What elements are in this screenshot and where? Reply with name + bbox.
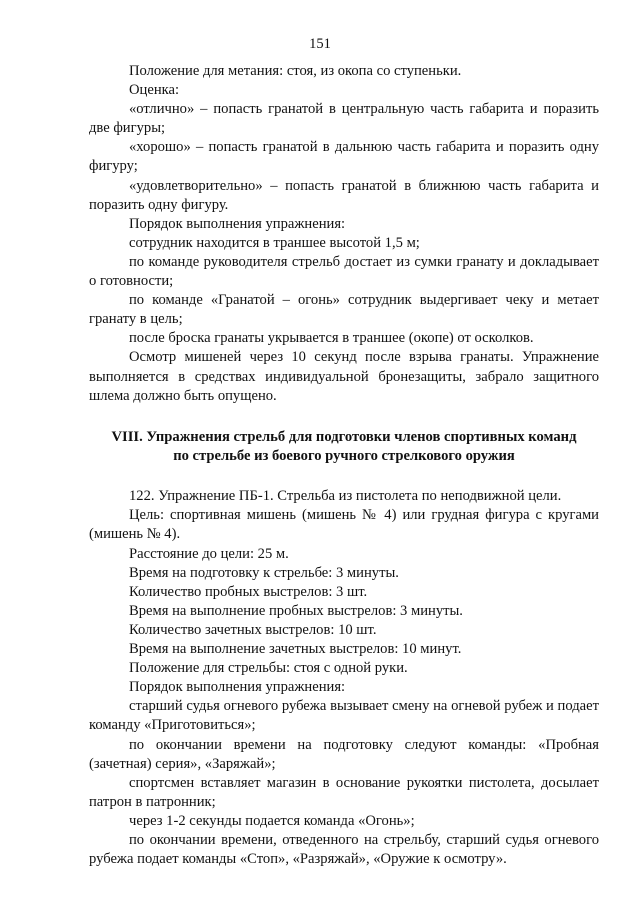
- paragraph-judge-calls-shift: старший судья огневого рубежа вызывает смену на огневой рубеж и подает команду «Приготовиться»;: [89, 698, 599, 734]
- paragraph-grade-satisfactory: «удовлетворительно» – попасть гранатой в ближнюю часть габарита и поразить одну фигуру.: [89, 177, 599, 213]
- paragraph-stop-commands: по окончании времени, отведенного на стрельбу, старший судья огневого рубежа подает команды «Стоп», «Разряжай», «Оружие к осмотру».: [89, 831, 599, 868]
- section-heading-line-2: по стрельбе из боевого ручного стрелкового оружия: [173, 447, 515, 464]
- section-heading: [89, 428, 599, 467]
- paragraph-command-fire: по команде «Гранатой – огонь» сотрудник выдергивает чеку и метает гранату в цель;: [89, 292, 599, 328]
- paragraph-target: Цель: спортивная мишень (мишень № 4) или грудная фигура с кругами (мишень № 4).: [89, 507, 599, 543]
- paragraph-command-fire-given: через 1-2 секунды подается команда «Огонь»;: [129, 812, 415, 829]
- document-body: [89, 62, 599, 869]
- paragraph-grade-good: «хорошо» – попасть гранатой в дальнюю часть габарита и поразить одну фигуру;: [89, 139, 599, 175]
- paragraph-trial-shots-count: Количество пробных выстрелов: 3 шт.: [129, 583, 368, 600]
- paragraph-exercise-title: 122. Упражнение ПБ-1. Стрельба из пистолета по неподвижной цели.: [129, 488, 562, 505]
- paragraph-throwing-position: Положение для метания: стоя, из окопа со ступеньки.: [129, 63, 462, 79]
- paragraph-take-cover: после броска гранаты укрывается в траншее (окопе) от осколков.: [129, 330, 534, 347]
- paragraph-assessment-label: Оценка:: [129, 82, 180, 99]
- paragraph-scoring-shots-count: Количество зачетных выстрелов: 10 шт.: [129, 621, 377, 638]
- paragraph-distance: Расстояние до цели: 25 м.: [129, 545, 289, 562]
- paragraph-prep-time: Время на подготовку к стрельбе: 3 минуты.: [129, 564, 399, 581]
- section-heading-line-1: VIII. Упражнения стрельб для подготовки членов спортивных команд: [111, 428, 577, 445]
- paragraph-trial-shots-time: Время на выполнение пробных выстрелов: 3 минуты.: [129, 602, 463, 619]
- paragraph-scoring-shots-time: Время на выполнение зачетных выстрелов: 10 минут.: [129, 641, 462, 658]
- paragraph-command-readiness: по команде руководителя стрельб достает из сумки гранату и докладывает о готовности;: [89, 253, 599, 290]
- page-number: 151: [309, 36, 331, 52]
- paragraph-trench-position: сотрудник находится в траншее высотой 1,5 м;: [129, 234, 420, 251]
- paragraph-target-inspection: Осмотр мишеней через 10 секунд после взрыва гранаты. Упражнение выполняется в средствах индивидуальной бронезащиты, забрало защитного шлема должно быть опущено.: [89, 349, 599, 404]
- paragraph-commands-trial-series: по окончании времени на подготовку следуют команды: «Пробная (зачетная) серия», «Заряжай»;: [89, 736, 599, 772]
- paragraph-insert-magazine: спортсмен вставляет магазин в основание рукоятки пистолета, досылает патрон в патронник;: [89, 774, 599, 810]
- paragraph-exercise-procedure-label: Порядок выполнения упражнения:: [129, 679, 346, 696]
- paragraph-grade-excellent: «отлично» – попасть гранатой в центральную часть габарита и поразить две фигуры;: [89, 101, 599, 137]
- paragraph-shooting-position: Положение для стрельбы: стоя с одной руки.: [129, 660, 408, 677]
- paragraph-procedure-label: Порядок выполнения упражнения:: [129, 215, 346, 232]
